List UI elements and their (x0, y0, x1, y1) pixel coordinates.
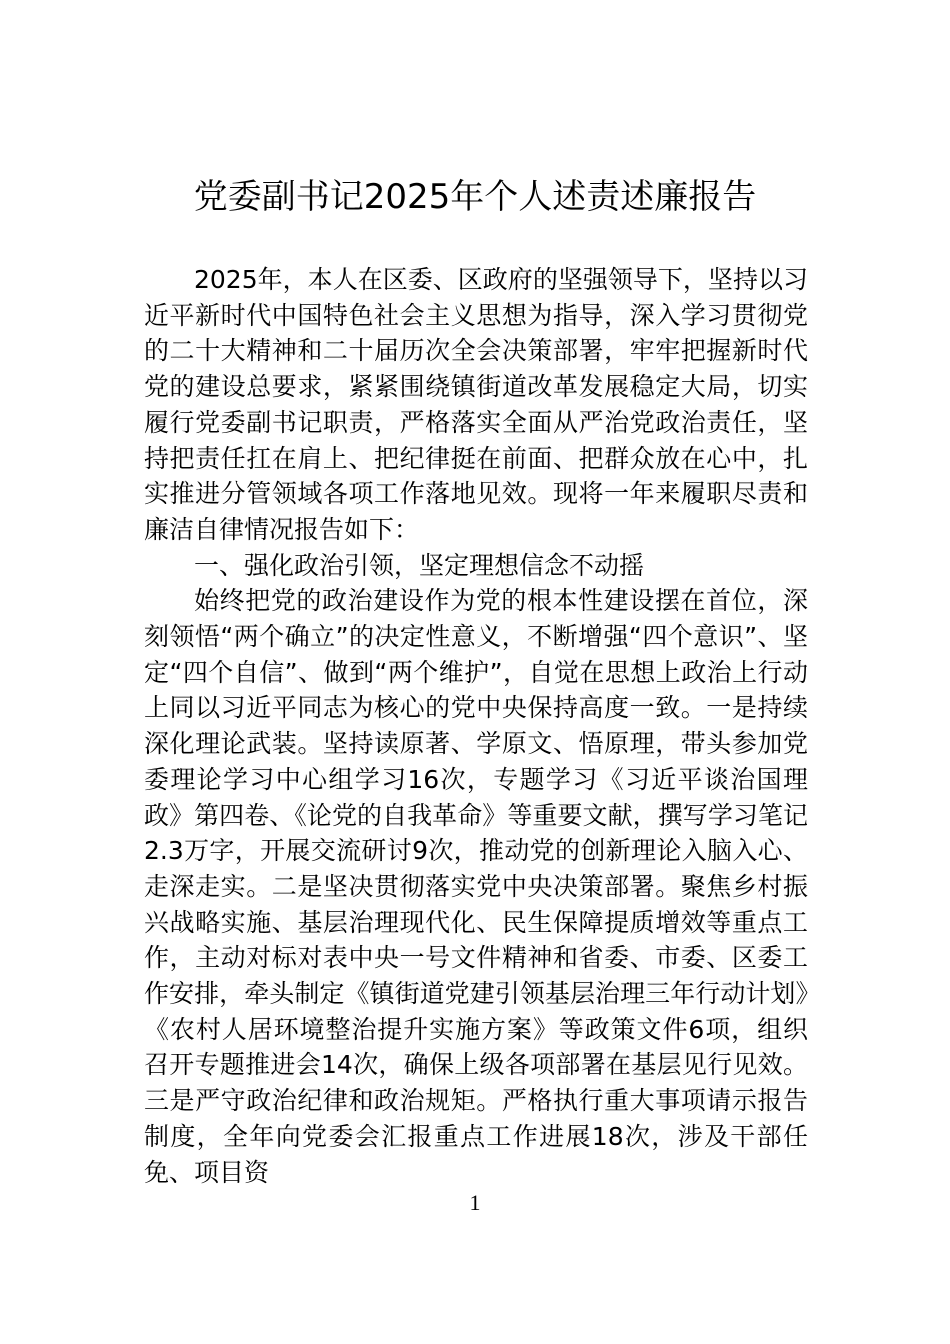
document-title: 党委副书记2025年个人述责述廉报告 (193, 177, 757, 217)
intro-paragraph: 2025年，本人在区委、区政府的坚强领导下，坚持以习近平新时代中国特色社会主义思想为指导，深入学习贯彻党的二十大精神和二十届历次全会决策部署，牢牢把握新时代党的建设总要求，紧紧围绕镇街道改革发展稳定大局，切实履行党委副书记职责，严格落实全面从严治党政治责任，坚持把责任扛在肩上、把纪律挺在前面、把群众放在心中，扎实推进分管领域各项工作落地见效。现将一年来履职尽责和廉洁自律情况报告如下： (144, 265, 808, 544)
document-body (144, 262, 808, 1190)
page-number: 1 (469, 1190, 481, 1215)
section-heading: 一、强化政治引领，坚定理想信念不动摇 (194, 550, 645, 580)
body-paragraph: 始终把党的政治建设作为党的根本性建设摆在首位，深刻领悟“两个确立”的决定性意义，不断增强“四个意识”、坚定“四个自信”、做到“两个维护”，自觉在思想上政治上行动上同以习近平同志为核心的党中央保持高度一致。一是持续深化理论武装。坚持读原著、学原文、悟原理，带头参加党委理论学习中心组学习16次，专题学习《习近平谈治国理政》第四卷、《论党的自我革命》等重要文献，撰写学习笔记2.3万字，开展交流研讨9次，推动党的创新理论入脑入心、走深走实。二是坚决贯彻落实党中央决策部署。聚焦乡村振兴战略实施、基层治理现代化、民生保障提质增效等重点工作，主动对标对表中央一号文件精神和省委、市委、区委工作安排，牵头制定《镇街道党建引领基层治理三年行动计划》《农村人居环境整治提升实施方案》等政策文件6项，组织召开专题推进会14次，确保上级各项部署在基层见行见效。三是严守政治纪律和政治规矩。严格执行重大事项请示报告制度，全年向党委会汇报重点工作进展18次，涉及干部任免、项目资 (144, 586, 808, 1187)
